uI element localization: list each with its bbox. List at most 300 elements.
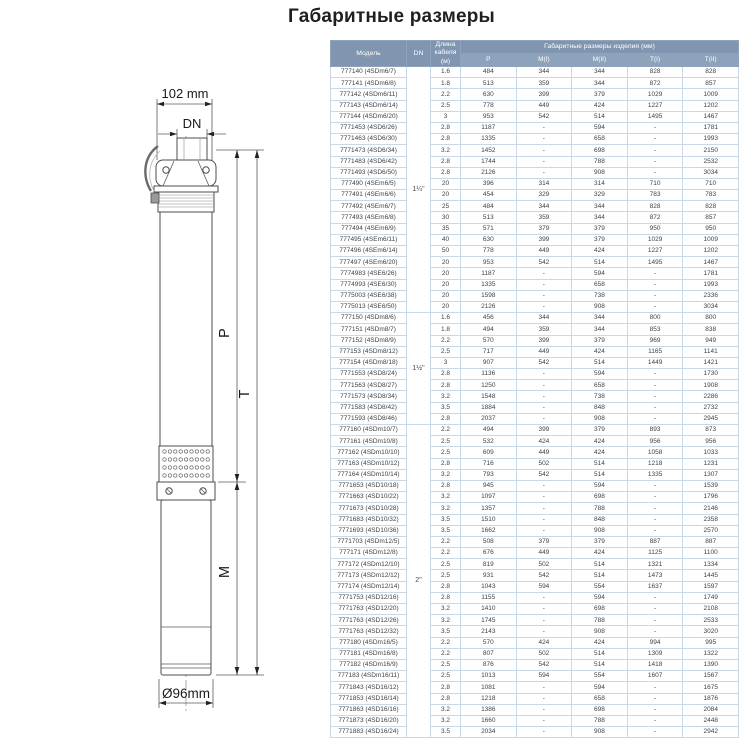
cable-length-cell: 3.5	[431, 402, 461, 413]
cable-length-cell: 3.5	[431, 626, 461, 637]
dimension-cell: 1231	[683, 458, 739, 469]
dimension-cell: 738	[572, 391, 628, 402]
dimension-cell: 1445	[683, 570, 739, 581]
dimension-cell: 1357	[461, 503, 517, 514]
dimension-cell: -	[627, 268, 683, 279]
model-cell: 7771663 (4SD10/22)	[331, 492, 407, 503]
dimension-cell: 1100	[683, 548, 739, 559]
dimension-cell: 2358	[683, 514, 739, 525]
dimension-cell: -	[516, 268, 572, 279]
dimension-cell: -	[627, 480, 683, 491]
dimension-cell: -	[627, 145, 683, 156]
cable-length-cell: 2.8	[431, 134, 461, 145]
model-cell: 777140 (4SDm6/7)	[331, 67, 407, 78]
dimension-cell: 542	[516, 659, 572, 670]
pump-head	[154, 138, 218, 192]
dn-group-cell: 1½"	[407, 313, 431, 425]
dimension-cell: 950	[627, 223, 683, 234]
table-row	[331, 548, 739, 559]
dimension-cell: 658	[572, 279, 628, 290]
dimension-cell: 1141	[683, 346, 739, 357]
cable-length-cell: 1.6	[431, 67, 461, 78]
col-header-t1: Т(I)	[627, 54, 683, 67]
model-cell: 777494 (4SEm6/9)	[331, 223, 407, 234]
cable-length-cell: 1.8	[431, 78, 461, 89]
dimension-cell: 424	[516, 436, 572, 447]
model-cell: 777492 (4SEm6/7)	[331, 201, 407, 212]
table-row	[331, 190, 739, 201]
model-cell: 7775013 (4SE6/50)	[331, 301, 407, 312]
dimension-cell: 514	[572, 648, 628, 659]
model-cell: 7771573 (4SD8/34)	[331, 391, 407, 402]
dimension-cell: 1781	[683, 268, 739, 279]
model-cell: 7771553 (4SD8/24)	[331, 369, 407, 380]
dimension-cell: 1250	[461, 380, 517, 391]
model-cell: 7771473 (4SD6/34)	[331, 145, 407, 156]
table-row	[331, 682, 739, 693]
model-cell: 777151 (4SDm8/7)	[331, 324, 407, 335]
dimension-cell: -	[516, 514, 572, 525]
dimension-cell: 359	[516, 78, 572, 89]
cable-length-cell: 40	[431, 234, 461, 245]
dimension-cell: 1993	[683, 134, 739, 145]
model-cell: 7771703 (4SDm12/5)	[331, 536, 407, 547]
dimension-cell: 1334	[683, 559, 739, 570]
dimension-cell: 424	[572, 246, 628, 257]
cable-length-cell: 1.8	[431, 324, 461, 335]
model-cell: 7771483 (4SD6/42)	[331, 156, 407, 167]
table-row	[331, 313, 739, 324]
dimension-cell: -	[627, 704, 683, 715]
dimension-cell: 698	[572, 145, 628, 156]
model-cell: 7774983 (4SE6/26)	[331, 268, 407, 279]
dimension-cell: 1449	[627, 357, 683, 368]
dimension-cell: 887	[627, 536, 683, 547]
clamp-band	[151, 192, 214, 212]
col-header-cable-length: Длина кабеля (м)	[431, 41, 461, 67]
dimension-cell: 399	[516, 335, 572, 346]
dimension-cell: 1467	[683, 111, 739, 122]
dimension-cell: 716	[461, 458, 517, 469]
dimension-cell: 2945	[683, 413, 739, 424]
col-header-model: Модель	[331, 41, 407, 67]
dimension-cell: 908	[572, 301, 628, 312]
dimension-cell: 800	[627, 313, 683, 324]
dimension-cell: 424	[572, 436, 628, 447]
dimension-cell: 1058	[627, 447, 683, 458]
dimension-cell: -	[627, 290, 683, 301]
dimension-cell: 1467	[683, 257, 739, 268]
dimension-cell: 329	[516, 190, 572, 201]
dimension-cell: 449	[516, 548, 572, 559]
dimension-cell: 857	[683, 212, 739, 223]
cable-length-cell: 35	[431, 223, 461, 234]
dimension-cell: 783	[683, 190, 739, 201]
dimension-cell: 514	[572, 570, 628, 581]
dimension-cell: 1187	[461, 122, 517, 133]
dimension-cell: 1452	[461, 145, 517, 156]
dim-m	[217, 482, 239, 675]
dimension-cell: -	[516, 402, 572, 413]
cable-length-cell: 3.2	[431, 492, 461, 503]
dimension-cell: 778	[461, 246, 517, 257]
cable-length-cell: 3.5	[431, 727, 461, 738]
coupling-flange	[157, 482, 215, 500]
dimension-cell: -	[627, 156, 683, 167]
cable-length-cell: 2.5	[431, 659, 461, 670]
dimension-cell: 658	[572, 693, 628, 704]
dimension-cell: 424	[572, 637, 628, 648]
dimension-cell: 1539	[683, 480, 739, 491]
dimension-cell: 710	[683, 178, 739, 189]
dim-dn	[158, 116, 226, 141]
table-row	[331, 201, 739, 212]
table-row	[331, 257, 739, 268]
dimension-cell: 514	[572, 111, 628, 122]
dimension-cell: 542	[516, 469, 572, 480]
dimension-cell: 848	[572, 514, 628, 525]
dimension-cell: 887	[683, 536, 739, 547]
dimension-cell: 2448	[683, 715, 739, 726]
cable-length-cell: 2.2	[431, 425, 461, 436]
cable-length-cell: 2.8	[431, 413, 461, 424]
table-row	[331, 436, 739, 447]
dimension-cell: 1662	[461, 525, 517, 536]
dimension-cell: 2336	[683, 290, 739, 301]
dimension-cell: -	[516, 727, 572, 738]
dimension-cell: 594	[572, 268, 628, 279]
table-row	[331, 480, 739, 491]
dimension-cell: 3020	[683, 626, 739, 637]
dimension-cell: 908	[572, 413, 628, 424]
dimension-cell: 1227	[627, 100, 683, 111]
dimension-cell: 1884	[461, 402, 517, 413]
dimension-cell: -	[627, 727, 683, 738]
cable-length-cell: 2.8	[431, 380, 461, 391]
model-cell: 777174 (4SDm12/14)	[331, 581, 407, 592]
dimension-cell: -	[516, 380, 572, 391]
dimension-cell: 502	[516, 648, 572, 659]
dn-group-cell: 2"	[407, 425, 431, 738]
dimension-cell: 908	[572, 626, 628, 637]
cable-length-cell: 25	[431, 201, 461, 212]
dimension-cell: 514	[572, 357, 628, 368]
model-cell: 777493 (4SEm6/8)	[331, 212, 407, 223]
dimension-cell: 449	[516, 346, 572, 357]
dimension-cell: 2146	[683, 503, 739, 514]
dimension-cell: 594	[572, 480, 628, 491]
dimension-cell: 698	[572, 704, 628, 715]
table-row	[331, 492, 739, 503]
dimension-cell: 676	[461, 548, 517, 559]
dimension-cell: 514	[572, 458, 628, 469]
dimension-cell: 424	[572, 447, 628, 458]
dimension-cell: 532	[461, 436, 517, 447]
cable-length-cell: 2.2	[431, 548, 461, 559]
model-cell: 7771493 (4SD6/50)	[331, 167, 407, 178]
cable-length-cell: 2.8	[431, 581, 461, 592]
dimension-cell: 484	[461, 201, 517, 212]
table-row	[331, 525, 739, 536]
table-row	[331, 413, 739, 424]
dimension-cell: -	[516, 480, 572, 491]
dimension-cell: 456	[461, 313, 517, 324]
pump-body	[160, 212, 212, 446]
dimension-cell: -	[627, 525, 683, 536]
dimension-cell: 1097	[461, 492, 517, 503]
dimension-cell: 778	[461, 100, 517, 111]
model-cell: 7771683 (4SD10/32)	[331, 514, 407, 525]
dimension-cell: 1081	[461, 682, 517, 693]
dimension-cell: 828	[627, 67, 683, 78]
dimension-cell: 1781	[683, 122, 739, 133]
model-cell: 7771763 (4SD12/26)	[331, 615, 407, 626]
dimension-cell: 570	[461, 335, 517, 346]
dimension-cell: 2732	[683, 402, 739, 413]
dimension-cell: 542	[516, 570, 572, 581]
dimension-cell: 1227	[627, 246, 683, 257]
cable-length-cell: 2.8	[431, 480, 461, 491]
dimension-cell: 344	[572, 67, 628, 78]
dimension-cell: -	[627, 682, 683, 693]
table-row	[331, 380, 739, 391]
dimension-cell: 908	[572, 727, 628, 738]
model-cell: 777154 (4SDm8/18)	[331, 357, 407, 368]
dimension-cell: 396	[461, 178, 517, 189]
col-header-m1: М(I)	[516, 54, 572, 67]
model-cell: 777150 (4SDm8/6)	[331, 313, 407, 324]
model-cell: 777162 (4SDm10/10)	[331, 447, 407, 458]
table-row	[331, 167, 739, 178]
dimension-cell: 2037	[461, 413, 517, 424]
model-cell: 7774993 (4SE6/30)	[331, 279, 407, 290]
dimension-cell: 2570	[683, 525, 739, 536]
dimension-cell: 1730	[683, 369, 739, 380]
dimension-cell: 1033	[683, 447, 739, 458]
dimension-cell: 908	[572, 525, 628, 536]
dimension-cell: 1335	[627, 469, 683, 480]
t-dim-label: T	[237, 389, 253, 399]
dimension-cell: 514	[572, 559, 628, 570]
dimension-cell: 783	[627, 190, 683, 201]
table-row	[331, 290, 739, 301]
dimension-cell: 907	[461, 357, 517, 368]
table-row	[331, 134, 739, 145]
table-row	[331, 223, 739, 234]
dimension-cell: -	[516, 279, 572, 290]
model-cell: 777160 (4SDm10/7)	[331, 425, 407, 436]
dimension-cell: 1598	[461, 290, 517, 301]
cable-length-cell: 3.2	[431, 391, 461, 402]
dimension-cell: 594	[572, 682, 628, 693]
dimension-cell: 788	[572, 156, 628, 167]
dimension-cell: 1796	[683, 492, 739, 503]
dimension-cell: 630	[461, 89, 517, 100]
table-row	[331, 234, 739, 245]
cable-length-cell: 50	[431, 246, 461, 257]
dimension-cell: 449	[516, 100, 572, 111]
dimension-cell: 1321	[627, 559, 683, 570]
dn-group-cell: 1¼"	[407, 67, 431, 313]
dimension-cell: 594	[516, 671, 572, 682]
model-cell: 777183 (4SDm16/11)	[331, 671, 407, 682]
dimension-cell: 1908	[683, 380, 739, 391]
dimension-cell: 800	[683, 313, 739, 324]
dimension-cell: 1218	[627, 458, 683, 469]
cable-length-cell: 1.6	[431, 313, 461, 324]
cable-length-cell: 2.8	[431, 167, 461, 178]
dimension-cell: 1421	[683, 357, 739, 368]
model-cell: 777163 (4SDm10/12)	[331, 458, 407, 469]
cable-length-cell: 2.2	[431, 536, 461, 547]
table-row	[331, 425, 739, 436]
dimension-cell: 1993	[683, 279, 739, 290]
dimension-cell: 359	[516, 212, 572, 223]
dimension-cell: 1660	[461, 715, 517, 726]
dimension-cell: 1009	[683, 89, 739, 100]
dimension-cell: 1675	[683, 682, 739, 693]
table-row	[331, 357, 739, 368]
cable-length-cell: 2.5	[431, 447, 461, 458]
model-cell: 777490 (4SEm6/5)	[331, 178, 407, 189]
dimension-cell: 484	[461, 67, 517, 78]
dimension-cell: 514	[572, 659, 628, 670]
table-row	[331, 335, 739, 346]
table-row	[331, 156, 739, 167]
dimension-cell: 379	[572, 335, 628, 346]
table-row	[331, 391, 739, 402]
dimension-cell: 359	[516, 324, 572, 335]
dimension-cell: 945	[461, 480, 517, 491]
model-cell: 7771463 (4SD6/30)	[331, 134, 407, 145]
dimension-cell: -	[627, 693, 683, 704]
table-row	[331, 346, 739, 357]
model-cell: 7771693 (4SD10/36)	[331, 525, 407, 536]
dimension-cell: 1386	[461, 704, 517, 715]
dimension-cell: -	[516, 290, 572, 301]
model-cell: 777182 (4SDm16/9)	[331, 659, 407, 670]
table-row	[331, 369, 739, 380]
model-cell: 777497 (4SEm6/20)	[331, 257, 407, 268]
dimension-cell: 857	[683, 78, 739, 89]
table-row	[331, 503, 739, 514]
dimension-cell: 1390	[683, 659, 739, 670]
dimension-cell: 931	[461, 570, 517, 581]
dimension-cell: 953	[461, 111, 517, 122]
dimension-cell: 1495	[627, 111, 683, 122]
dim-t	[237, 150, 259, 675]
table-row	[331, 727, 739, 738]
model-cell: 7771853 (4SD16/14)	[331, 693, 407, 704]
model-cell: 7771753 (4SD12/16)	[331, 592, 407, 603]
dimension-cell: 1548	[461, 391, 517, 402]
dimension-cell: 344	[572, 212, 628, 223]
dimension-cell: 542	[516, 257, 572, 268]
model-cell: 777161 (4SDm10/8)	[331, 436, 407, 447]
dimension-cell: 956	[683, 436, 739, 447]
dimension-cell: 514	[572, 257, 628, 268]
model-cell: 777143 (4SDm6/14)	[331, 100, 407, 111]
dimension-cell: 828	[627, 201, 683, 212]
dimension-cell: 956	[627, 436, 683, 447]
table-row	[331, 604, 739, 615]
dimension-cell: 698	[572, 604, 628, 615]
dimension-cell: 2108	[683, 604, 739, 615]
dimension-cell: 379	[572, 89, 628, 100]
dimension-cell: 449	[516, 246, 572, 257]
cable-length-cell: 3	[431, 357, 461, 368]
model-cell: 777144 (4SDm6/20)	[331, 111, 407, 122]
cable-length-cell: 2.8	[431, 592, 461, 603]
page-title: Габаритные размеры	[288, 6, 495, 27]
table-row	[331, 626, 739, 637]
dim-p	[217, 150, 239, 482]
cable-length-cell: 2.5	[431, 559, 461, 570]
dimension-cell: 2034	[461, 727, 517, 738]
cable-length-cell: 3.2	[431, 145, 461, 156]
dimension-cell: 908	[572, 167, 628, 178]
dimension-cell: 819	[461, 559, 517, 570]
dimension-cell: -	[627, 514, 683, 525]
table-row	[331, 715, 739, 726]
dimension-cell: -	[627, 122, 683, 133]
dimension-cell: 514	[572, 469, 628, 480]
cable-length-cell: 2.2	[431, 648, 461, 659]
model-cell: 777172 (4SDm12/10)	[331, 559, 407, 570]
table-row	[331, 67, 739, 78]
dimension-cell: 1136	[461, 369, 517, 380]
dimension-cell: 994	[627, 637, 683, 648]
table-row	[331, 581, 739, 592]
dimension-cell: -	[516, 503, 572, 514]
dimension-cell: -	[516, 369, 572, 380]
dimension-cell: 314	[516, 178, 572, 189]
model-cell: 777142 (4SDm6/11)	[331, 89, 407, 100]
model-cell: 7771563 (4SD8/27)	[331, 380, 407, 391]
dimension-cell: -	[627, 715, 683, 726]
dimension-cell: 494	[461, 425, 517, 436]
cable-length-cell: 20	[431, 301, 461, 312]
dimension-cell: 788	[572, 615, 628, 626]
dimension-cell: 969	[627, 335, 683, 346]
dimension-cell: 738	[572, 290, 628, 301]
dimension-cell: 838	[683, 324, 739, 335]
dimension-cell: -	[627, 369, 683, 380]
dimension-cell: 1125	[627, 548, 683, 559]
model-cell: 777141 (4SDm6/8)	[331, 78, 407, 89]
table-row	[331, 402, 739, 413]
dimension-cell: 344	[516, 201, 572, 212]
dimension-cell: 1744	[461, 156, 517, 167]
table-row	[331, 458, 739, 469]
table-row	[331, 592, 739, 603]
dimension-cell: 314	[572, 178, 628, 189]
dimension-cell: -	[516, 682, 572, 693]
dimension-cell: -	[627, 301, 683, 312]
cable-length-cell: 20	[431, 190, 461, 201]
dimension-cell: 2533	[683, 615, 739, 626]
table-row	[331, 648, 739, 659]
dimension-cell: 1307	[683, 469, 739, 480]
model-cell: 7771843 (4SD16/12)	[331, 682, 407, 693]
dimension-cell: 379	[572, 536, 628, 547]
table-row	[331, 514, 739, 525]
bottom-diameter-label: Ø96mm	[161, 686, 211, 701]
model-cell: 7771883 (4SD16/24)	[331, 727, 407, 738]
dimension-cell: 542	[516, 357, 572, 368]
dimension-cell: 594	[572, 122, 628, 133]
dimension-cell: 424	[572, 100, 628, 111]
